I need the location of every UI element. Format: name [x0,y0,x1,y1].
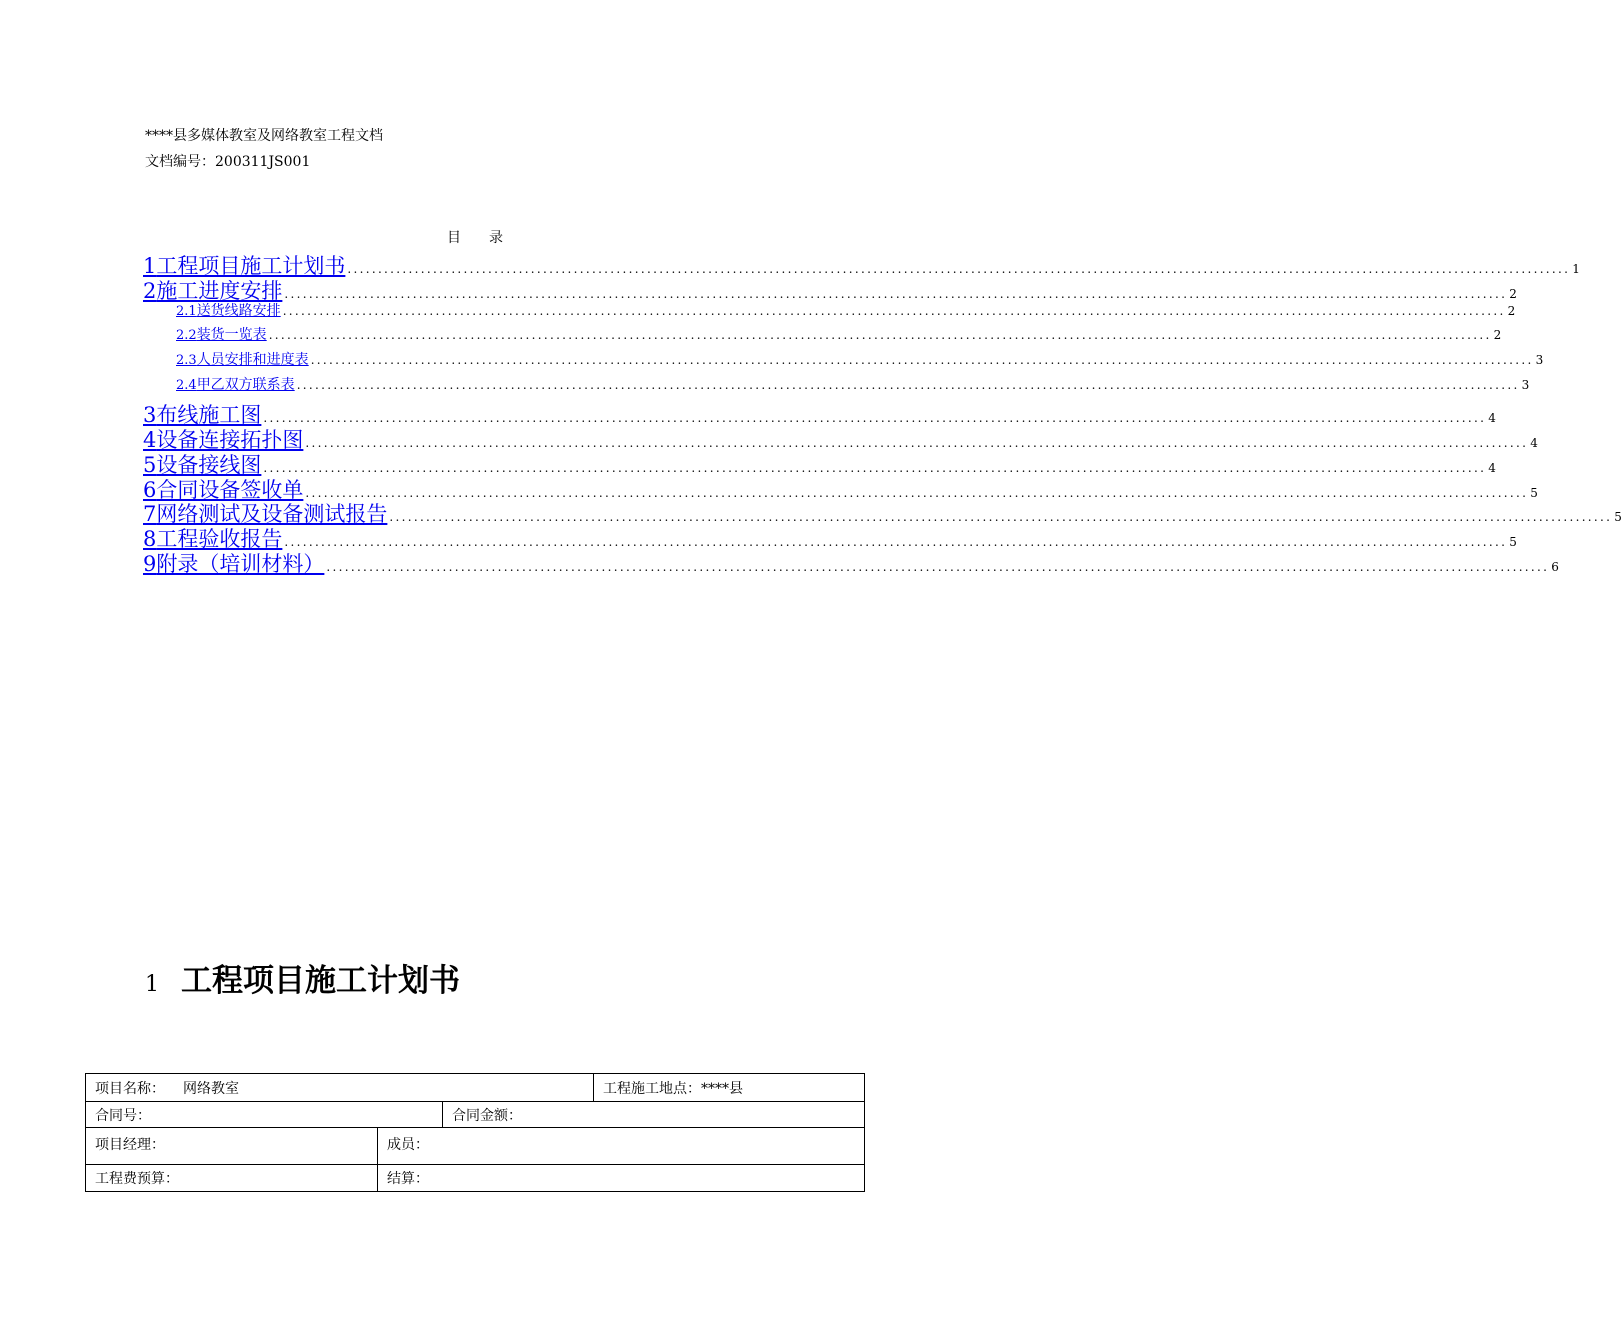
toc-entry-number[interactable]: 8 [143,527,157,551]
toc-page-number: 3 [1535,353,1544,367]
toc-dot-leader: ........................................................................................................................................................................................................ [263,411,1487,425]
budget-cell [86,1165,377,1191]
table-row [86,1127,864,1164]
table-row [86,1074,864,1101]
toc-entry[interactable] [143,548,1559,576]
project-name-cell [86,1074,593,1101]
members-cell [377,1128,864,1164]
document-title: ****县多媒体教室及网络教室工程文档 [145,128,383,144]
toc-page-number: 1 [1572,262,1580,276]
toc-entry-link[interactable]: 人员安排和进度表 [196,352,309,368]
contract-number-label: 合同号： [95,1107,151,1124]
project-name-label: 项目名称： [95,1080,165,1097]
toc-page-number: 2 [1507,304,1516,318]
toc-entry-link[interactable]: 设备接线图 [156,453,262,477]
contract-amount-label: 合同金额： [452,1107,522,1124]
toc-entry[interactable] [143,250,1580,278]
toc-page-number: 5 [1509,535,1517,549]
toc-dot-leader: ........................................................................................................................................................................................................ [284,535,1508,549]
toc-entry-link[interactable]: 网络测试及设备测试报告 [156,502,388,526]
toc-entry-link[interactable]: 布线施工图 [156,403,262,427]
toc-entry-number[interactable]: 9 [143,552,157,576]
toc-page-number: 5 [1614,510,1622,524]
toc-entry-number[interactable]: 5 [143,453,157,477]
toc-dot-leader: ........................................................................................................................................................................................................ [305,436,1529,450]
toc-entry[interactable] [176,324,1502,348]
toc-entry-link[interactable]: 设备连接拓扑图 [156,428,304,452]
toc-page-number: 2 [1493,328,1502,342]
toc-entry-number[interactable]: 7 [143,502,157,526]
toc-dot-leader: ........................................................................................................................................................................................................ [389,510,1613,524]
toc-entry[interactable] [143,424,1538,452]
toc-page-number: 4 [1488,411,1496,425]
toc-dot-leader: ........................................................................................................................................................................................................ [284,287,1508,301]
toc-entry-link[interactable]: 施工进度安排 [156,279,283,303]
toc-entry[interactable] [176,374,1530,398]
toc-entry-link[interactable]: 工程项目施工计划书 [156,254,346,278]
toc-entry-link[interactable]: 甲乙双方联系表 [196,377,295,393]
toc-entry-number[interactable]: 2.1 [176,304,197,319]
toc-entry[interactable] [176,349,1544,373]
budget-label: 工程费预算： [95,1171,179,1187]
table-row [86,1164,864,1191]
toc-dot-leader: ........................................................................................................................................................................................................ [326,560,1550,574]
settlement-label: 结算： [387,1171,429,1187]
toc-entry-link[interactable]: 送货线路安排 [196,303,281,319]
settlement-cell [377,1165,864,1191]
toc-dot-leader: ........................................................................................................................................................................................................ [347,262,1571,276]
toc-entry-link[interactable]: 合同设备签收单 [156,478,304,502]
toc-dot-leader: ........................................................................................................................................................................................................ [282,304,1506,318]
toc-title: 目 录 [447,230,503,246]
toc-entry-number[interactable]: 4 [143,428,157,452]
toc-entry[interactable] [143,523,1517,551]
toc-entry[interactable] [143,498,1622,526]
toc-entry-number[interactable]: 2.3 [176,353,197,368]
toc-page-number: 3 [1521,378,1530,392]
project-manager-cell [86,1128,377,1164]
toc-entry-number[interactable]: 6 [143,478,157,502]
toc-page-number: 4 [1488,461,1496,475]
toc-entry-link[interactable]: 工程验收报告 [156,527,283,551]
toc-entry[interactable] [143,474,1538,502]
toc-entry-link[interactable]: 装货一览表 [196,327,267,343]
table-row [86,1101,864,1127]
project-name-value: 网络教室 [183,1080,239,1097]
section-number: 1 [145,972,159,997]
toc-dot-leader: ........................................................................................................................................................................................................ [268,328,1492,342]
contract-amount-cell [442,1102,864,1127]
toc-entry[interactable] [143,275,1517,303]
toc-entry-number[interactable]: 2.4 [176,378,197,393]
toc-entry-link[interactable]: 附录（培训材料） [156,552,325,576]
section-title: 工程项目施工计划书 [181,963,460,999]
project-plan-table [85,1073,865,1192]
toc-entry-number[interactable]: 3 [143,403,157,427]
document-number: 文档编号：200311JS001 [145,154,311,170]
contract-number-cell [86,1102,442,1127]
toc-page-number: 2 [1509,287,1517,301]
members-label: 成员： [387,1137,429,1153]
toc-page-number: 5 [1530,486,1538,500]
toc-entry[interactable] [176,300,1516,324]
project-site-cell [593,1074,864,1101]
toc-entry[interactable] [143,399,1496,427]
toc-page-number: 4 [1530,436,1538,450]
toc-entry[interactable] [143,449,1496,477]
toc-entry-number[interactable]: 2.2 [176,328,197,343]
toc-dot-leader: ........................................................................................................................................................................................................ [305,486,1529,500]
toc-entry-number[interactable]: 1 [143,254,157,278]
toc-dot-leader: ........................................................................................................................................................................................................ [263,461,1487,475]
toc-page-number: 6 [1551,560,1559,574]
toc-dot-leader: ........................................................................................................................................................................................................ [296,378,1520,392]
project-site-label: 工程施工地点：****县 [603,1080,743,1097]
section-heading [145,955,460,1000]
toc-dot-leader: ........................................................................................................................................................................................................ [310,353,1534,367]
toc-entry-number[interactable]: 2 [143,279,157,303]
project-manager-label: 项目经理： [95,1137,165,1153]
